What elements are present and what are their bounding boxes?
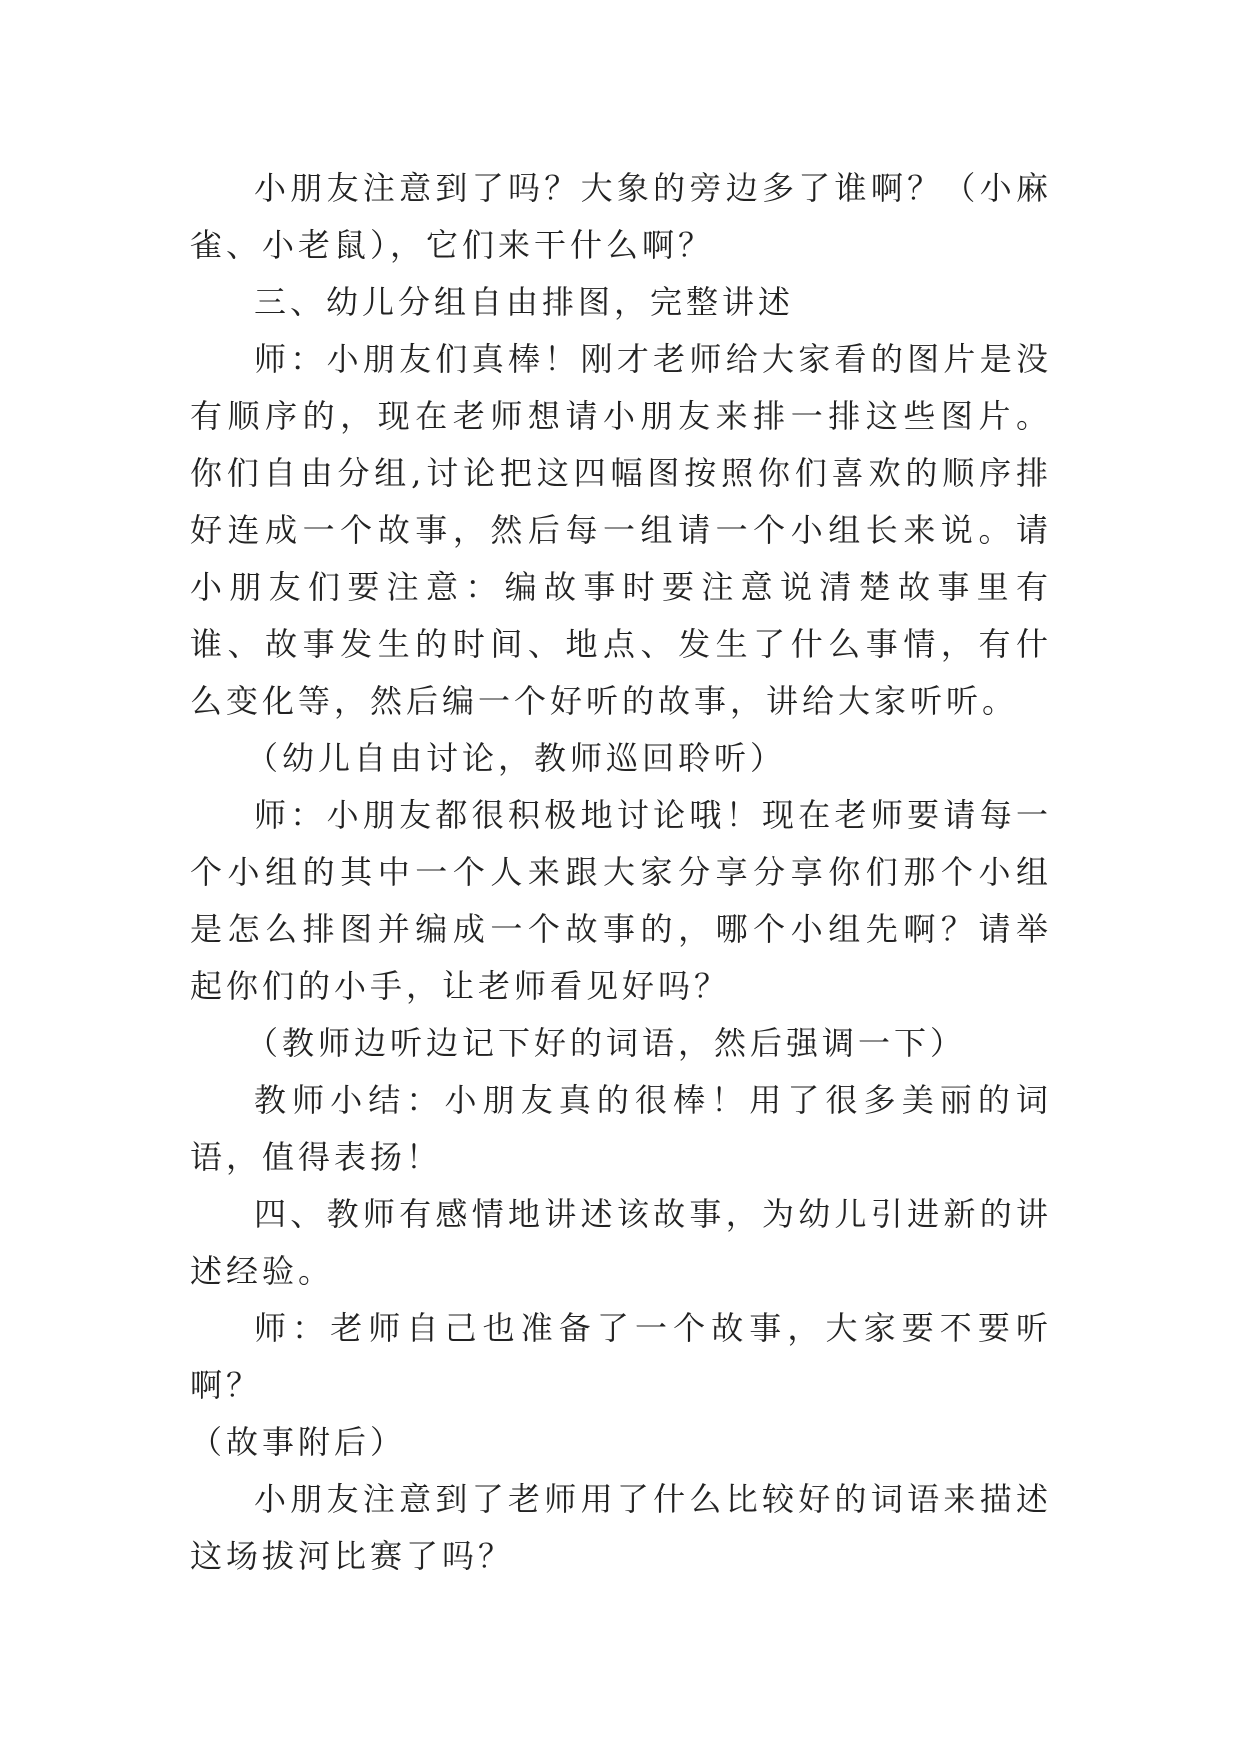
paragraph-question-words: 小朋友注意到了老师用了什么比较好的词语来描述这场拔河比赛了吗？ [190,1480,1052,1575]
section-heading-3: 三、幼儿分组自由排图，完整讲述 [254,283,795,321]
stage-note-listen: （教师边听边记下好的词语，然后强调一下） [246,1024,967,1062]
paragraph-teacher-instructions: 师：小朋友们真棒！刚才老师给大家看的图片是没有顺序的，现在老师想请小朋友来排一排这些图片。你们自由分组,讨论把这四幅图按照你们喜欢的顺序排好连成一个故事，然后每一组请一个小组长来说。请小朋友们要注意：编故事时要注意说清楚故事里有谁、故事发生的时间、地点、发生了什么事情，有什么变化等，然后编一个好听的故事，讲给大家听听。 [190,340,1052,720]
paragraph-teacher-story: 师：老师自己也准备了一个故事，大家要不要听啊？ [190,1309,1052,1404]
document-body [190,160,1052,1585]
stage-note-story-attached: （故事附后） [190,1423,407,1461]
paragraph-teacher-share: 师：小朋友都很积极地讨论哦！现在老师要请每一个小组的其中一个人来跟大家分享分享你们那个小组是怎么排图并编成一个故事的，哪个小组先啊？请举起你们的小手，让老师看见好吗？ [190,796,1052,1005]
paragraph-teacher-summary: 教师小结：小朋友真的很棒！用了很多美丽的词语，值得表扬！ [190,1081,1052,1176]
stage-note-discussion: （幼儿自由讨论，教师巡回聆听） [246,739,787,777]
section-heading-4: 四、教师有感情地讲述该故事，为幼儿引进新的讲述经验。 [190,1195,1052,1290]
paragraph-question-who: 小朋友注意到了吗？大象的旁边多了谁啊？（小麻雀、小老鼠），它们来干什么啊？ [190,169,1052,264]
